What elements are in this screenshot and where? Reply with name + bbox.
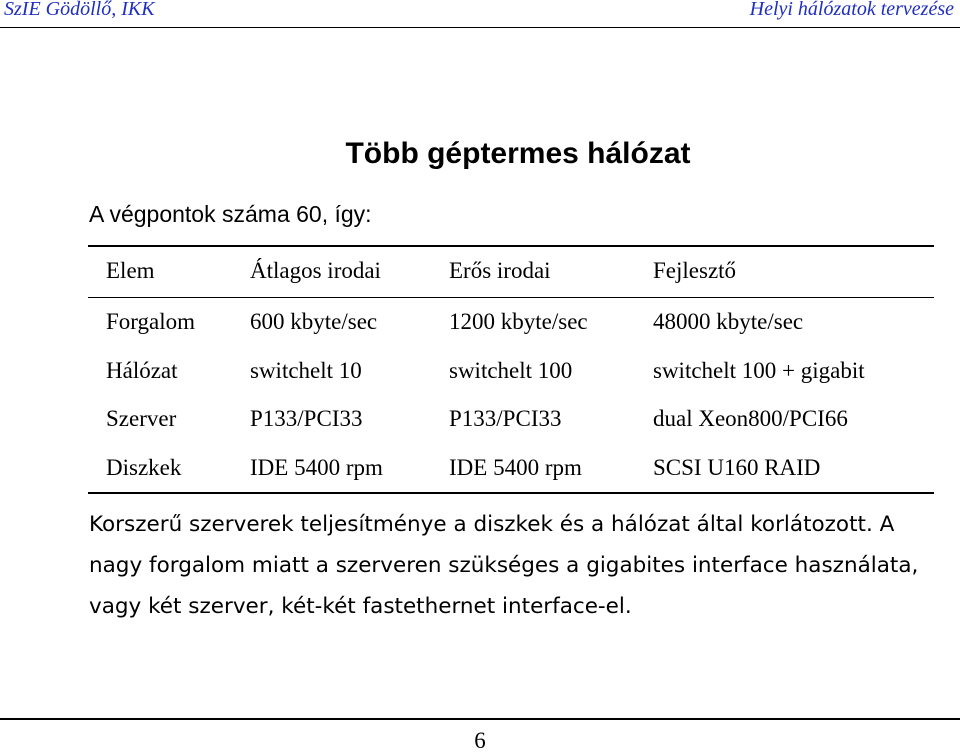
table-cell: IDE 5400 rpm xyxy=(449,455,582,480)
header-right-text: Helyi hálózatok tervezése xyxy=(749,0,954,20)
table-row xyxy=(0,309,960,339)
table-row xyxy=(0,358,960,388)
footer-divider xyxy=(0,718,960,720)
table-cell: dual Xeon800/PCI66 xyxy=(653,406,848,431)
table-header-cell: Átlagos irodai xyxy=(250,258,381,283)
table-row xyxy=(0,455,960,485)
table-top-rule xyxy=(88,245,934,247)
table-cell: 1200 kbyte/sec xyxy=(449,309,588,334)
table-cell: switchelt 100 xyxy=(449,358,573,383)
intro-text: A végpontok száma 60, így: xyxy=(89,201,372,227)
table-cell: switchelt 100 + gigabit xyxy=(653,358,865,383)
table-cell: IDE 5400 rpm xyxy=(250,455,383,480)
body-paragraph xyxy=(89,504,949,627)
table-cell: 48000 kbyte/sec xyxy=(653,309,804,334)
table-header-rule xyxy=(88,297,934,298)
table-cell: SCSI U160 RAID xyxy=(653,455,821,480)
paragraph-line: Korszerű szerverek teljesítménye a diszkek és a hálózat által korlátozott. A xyxy=(89,512,895,537)
table-cell: Hálózat xyxy=(106,358,178,383)
table-cell: P133/PCI33 xyxy=(250,406,363,431)
page-title: Több géptermes hálózat xyxy=(345,137,691,170)
header-left-text: SzIE Gödöllő, IKK xyxy=(4,0,155,20)
table-cell: 600 kbyte/sec xyxy=(250,309,378,334)
page-number: 6 xyxy=(474,728,486,753)
table-header-cell: Fejlesztő xyxy=(653,258,737,283)
table-cell: Forgalom xyxy=(106,309,196,334)
paragraph-line: nagy forgalom miatt a szerveren szükséges a gigabites interface használata, xyxy=(89,553,919,578)
table-cell: Szerver xyxy=(106,406,177,431)
table-bottom-rule xyxy=(88,492,934,494)
table-cell: Diszkek xyxy=(106,455,182,480)
table-cell: switchelt 10 xyxy=(250,358,362,383)
table-header-cell: Erős irodai xyxy=(449,258,551,283)
table-header-row xyxy=(0,258,960,288)
table-header-cell: Elem xyxy=(106,258,155,283)
table-cell: P133/PCI33 xyxy=(449,406,562,431)
table-row xyxy=(0,406,960,436)
paragraph-line: vagy két szerver, két-két fastethernet interface-el. xyxy=(89,594,632,619)
header-divider xyxy=(0,27,960,28)
